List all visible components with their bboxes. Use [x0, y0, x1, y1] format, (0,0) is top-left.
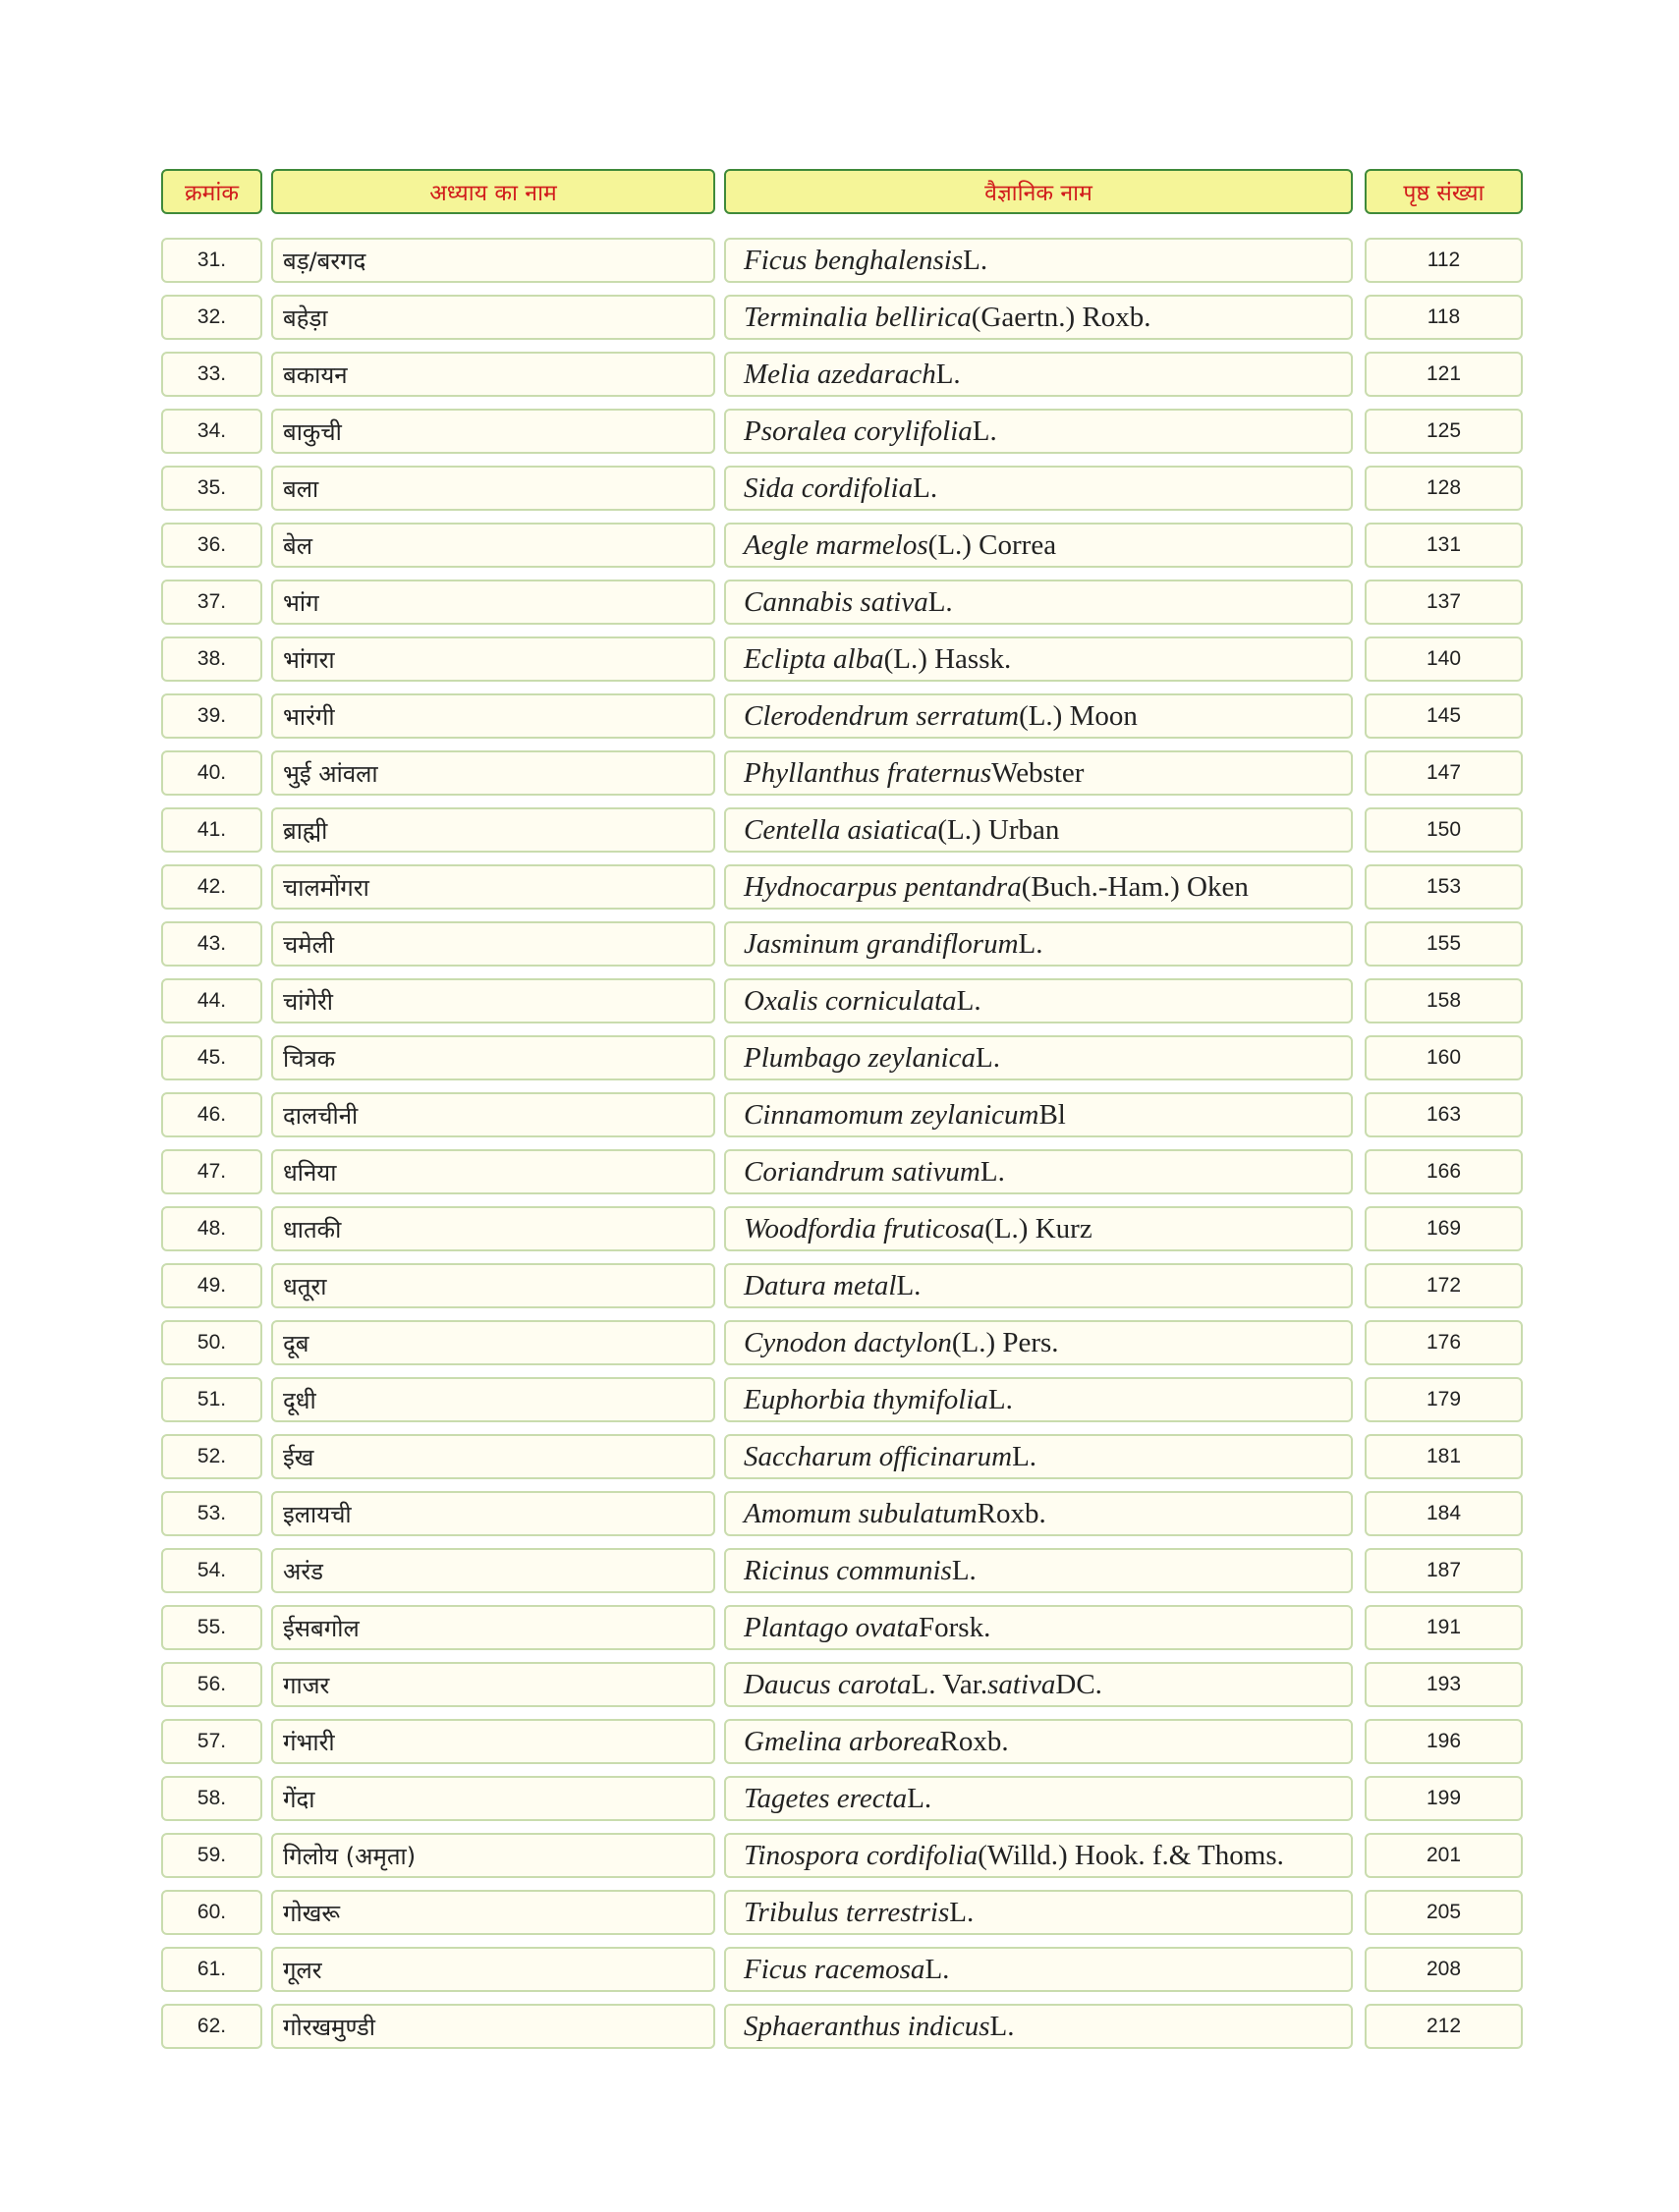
page-number: 166	[1365, 1149, 1523, 1194]
scientific-name-author: (L.) Moon	[1019, 699, 1138, 732]
page-number: 145	[1365, 693, 1523, 739]
chapter-name: भांग	[271, 580, 715, 625]
chapter-name: भुई आंवला	[271, 750, 715, 796]
page-number: 176	[1365, 1320, 1523, 1365]
scientific-name-author: (L.) Hassk.	[883, 642, 1012, 675]
scientific-name-author: L.	[979, 1155, 1005, 1188]
scientific-name-author: (L.) Pers.	[951, 1326, 1059, 1358]
scientific-name	[724, 1662, 1353, 1707]
page-number: 163	[1365, 1092, 1523, 1137]
scientific-name-author: L.	[927, 585, 953, 618]
chapter-name: अरंड	[271, 1548, 715, 1593]
table-row	[161, 523, 1523, 568]
chapter-name: ईसबगोल	[271, 1605, 715, 1650]
serial-number: 42.	[161, 864, 262, 910]
scientific-name-author: L.	[963, 244, 988, 276]
scientific-name-italic: Eclipta alba	[744, 642, 884, 675]
page-number: 158	[1365, 978, 1523, 1023]
scientific-name-italic: Tagetes erecta	[744, 1782, 908, 1814]
scientific-name	[724, 1206, 1353, 1251]
scientific-name	[724, 1491, 1353, 1536]
scientific-name-author: L.	[1012, 1440, 1037, 1472]
table-row	[161, 1092, 1523, 1137]
scientific-name-author: L.	[935, 358, 961, 390]
chapter-name: धातकी	[271, 1206, 715, 1251]
table-row	[161, 1206, 1523, 1251]
page-number: 181	[1365, 1434, 1523, 1479]
table-row	[161, 238, 1523, 283]
table-row	[161, 864, 1523, 910]
page-number: 196	[1365, 1719, 1523, 1764]
page-number: 169	[1365, 1206, 1523, 1251]
serial-number: 33.	[161, 352, 262, 397]
serial-number: 58.	[161, 1776, 262, 1821]
table-row	[161, 466, 1523, 511]
scientific-name	[724, 295, 1353, 340]
chapter-name: ब्राह्मी	[271, 807, 715, 853]
chapter-name: गोरखमुण्डी	[271, 2004, 715, 2049]
chapter-name-header: अध्याय का नाम	[271, 169, 715, 214]
page-number: 147	[1365, 750, 1523, 796]
scientific-name-italic: Tinospora cordifolia	[744, 1839, 979, 1871]
table-row	[161, 1605, 1523, 1650]
chapter-name: भांगरा	[271, 636, 715, 682]
scientific-name-author: (L.) Kurz	[984, 1212, 1092, 1244]
scientific-name-italic: Ricinus communis	[744, 1554, 952, 1586]
serial-number: 41.	[161, 807, 262, 853]
scientific-name	[724, 352, 1353, 397]
table-row	[161, 921, 1523, 967]
scientific-name	[724, 921, 1353, 967]
scientific-name-header: वैज्ञानिक नाम	[724, 169, 1353, 214]
serial-number: 44.	[161, 978, 262, 1023]
serial-number: 53.	[161, 1491, 262, 1536]
scientific-name-italic: Tribulus terrestris	[744, 1896, 950, 1928]
chapter-name: ईख	[271, 1434, 715, 1479]
page-number: 150	[1365, 807, 1523, 853]
scientific-name-italic: Euphorbia thymifolia	[744, 1383, 988, 1415]
scientific-name-italic: Plantago ovata	[744, 1611, 920, 1643]
page-number: 153	[1365, 864, 1523, 910]
scientific-name-italic: Saccharum officinarum	[744, 1440, 1013, 1472]
scientific-name-italic: Oxalis corniculata	[744, 984, 957, 1017]
scientific-name	[724, 1719, 1353, 1764]
scientific-name-author: (L.) Correa	[927, 528, 1057, 561]
scientific-name-author: L. Var.	[911, 1668, 988, 1700]
table-row	[161, 750, 1523, 796]
scientific-name-author: L.	[956, 984, 981, 1017]
page-number: 191	[1365, 1605, 1523, 1650]
scientific-name	[724, 864, 1353, 910]
scientific-name	[724, 1263, 1353, 1308]
scientific-name-author: (L.) Urban	[937, 813, 1060, 846]
serial-number: 48.	[161, 1206, 262, 1251]
scientific-name	[724, 693, 1353, 739]
table-row	[161, 1833, 1523, 1878]
scientific-name-italic: Phyllanthus fraternus	[744, 756, 992, 789]
serial-number: 34.	[161, 409, 262, 454]
chapter-name: बाकुची	[271, 409, 715, 454]
scientific-name-author: L.	[972, 415, 997, 447]
page-number: 205	[1365, 1890, 1523, 1935]
table-row	[161, 1890, 1523, 1935]
serial-number: 38.	[161, 636, 262, 682]
scientific-name-italic: Psoralea corylifolia	[744, 415, 973, 447]
scientific-name-author: L.	[951, 1554, 977, 1586]
chapter-name: बला	[271, 466, 715, 511]
page-number: 118	[1365, 295, 1523, 340]
scientific-name-author: (Willd.) Hook. f.& Thoms.	[978, 1839, 1284, 1871]
table-row	[161, 1377, 1523, 1422]
serial-number: 54.	[161, 1548, 262, 1593]
scientific-name-italic: Coriandrum sativum	[744, 1155, 980, 1188]
page-number: 137	[1365, 580, 1523, 625]
scientific-name-author: Bl	[1038, 1098, 1066, 1131]
scientific-name	[724, 466, 1353, 511]
scientific-name-author: L.	[987, 1383, 1013, 1415]
serial-number: 51.	[161, 1377, 262, 1422]
page-number: 140	[1365, 636, 1523, 682]
table-row	[161, 580, 1523, 625]
serial-number: 49.	[161, 1263, 262, 1308]
scientific-name	[724, 750, 1353, 796]
scientific-name-italic: Centella asiatica	[744, 813, 938, 846]
scientific-name-author: (Gaertn.) Roxb.	[971, 301, 1151, 333]
scientific-name	[724, 1434, 1353, 1479]
serial-number: 59.	[161, 1833, 262, 1878]
chapter-name: चित्रक	[271, 1035, 715, 1080]
scientific-name-italic: Hydnocarpus pentandra	[744, 870, 1022, 903]
scientific-name-italic: Cynodon dactylon	[744, 1326, 952, 1358]
table-row	[161, 978, 1523, 1023]
scientific-name	[724, 409, 1353, 454]
table-header	[161, 169, 1523, 214]
serial-number: 39.	[161, 693, 262, 739]
chapter-name: गिलोय (अमृता)	[271, 1833, 715, 1878]
scientific-name-author: L.	[913, 471, 938, 504]
chapter-name: गूलर	[271, 1947, 715, 1992]
scientific-name	[724, 2004, 1353, 2049]
page-number: 212	[1365, 2004, 1523, 2049]
scientific-name	[724, 1149, 1353, 1194]
page-number: 179	[1365, 1377, 1523, 1422]
table-row	[161, 807, 1523, 853]
scientific-name-italic: Datura metal	[744, 1269, 897, 1301]
scientific-name	[724, 1548, 1353, 1593]
scientific-name-italic: Ficus benghalensis	[744, 244, 964, 276]
scientific-name	[724, 1035, 1353, 1080]
scientific-name	[724, 1776, 1353, 1821]
chapter-name: चालमोंगरा	[271, 864, 715, 910]
chapter-name: गाजर	[271, 1662, 715, 1707]
page-number-header: पृष्ठ संख्या	[1365, 169, 1523, 214]
scientific-name	[724, 1947, 1353, 1992]
chapter-name: धतूरा	[271, 1263, 715, 1308]
scientific-name	[724, 238, 1353, 283]
scientific-name-italic: Daucus carota	[744, 1668, 912, 1700]
scientific-name-author: (Buch.-Ham.) Oken	[1021, 870, 1249, 903]
table-row	[161, 1320, 1523, 1365]
serial-number: 43.	[161, 921, 262, 967]
serial-number: 61.	[161, 1947, 262, 1992]
page-number: 199	[1365, 1776, 1523, 1821]
scientific-name	[724, 580, 1353, 625]
scientific-name-author: Roxb.	[977, 1497, 1046, 1529]
scientific-name-italic: Woodfordia fruticosa	[744, 1212, 985, 1244]
chapter-name: गेंदा	[271, 1776, 715, 1821]
serial-number: 50.	[161, 1320, 262, 1365]
scientific-name-italic: Cinnamomum zeylanicum	[744, 1098, 1039, 1131]
scientific-name-italic: Gmelina arborea	[744, 1725, 940, 1757]
scientific-name	[724, 1890, 1353, 1935]
serial-number: 56.	[161, 1662, 262, 1707]
chapter-name: चमेली	[271, 921, 715, 967]
scientific-name-italic: Plumbago zeylanica	[744, 1041, 976, 1074]
scientific-name-italic: Jasminum grandiflorum	[744, 927, 1019, 960]
serial-number: 46.	[161, 1092, 262, 1137]
plant-index-table	[161, 169, 1523, 2061]
chapter-name: धनिया	[271, 1149, 715, 1194]
scientific-name-italic: Sphaeranthus indicus	[744, 2010, 990, 2042]
scientific-name	[724, 807, 1353, 853]
table-row	[161, 1719, 1523, 1764]
scientific-name-italic: sativa	[987, 1668, 1056, 1700]
scientific-name	[724, 1320, 1353, 1365]
serial-number: 60.	[161, 1890, 262, 1935]
chapter-name: बहेड़ा	[271, 295, 715, 340]
scientific-name-author: L.	[949, 1896, 975, 1928]
chapter-name: दालचीनी	[271, 1092, 715, 1137]
table-row	[161, 1662, 1523, 1707]
scientific-name-italic: Clerodendrum serratum	[744, 699, 1020, 732]
scientific-name-author: Forsk.	[919, 1611, 991, 1643]
scientific-name	[724, 636, 1353, 682]
table-row	[161, 636, 1523, 682]
serial-number: 37.	[161, 580, 262, 625]
table-row	[161, 1434, 1523, 1479]
serial-number: 47.	[161, 1149, 262, 1194]
serial-number: 62.	[161, 2004, 262, 2049]
page-number: 128	[1365, 466, 1523, 511]
table-row	[161, 1035, 1523, 1080]
scientific-name-author: L.	[1018, 927, 1043, 960]
scientific-name-italic: Terminalia bellirica	[744, 301, 972, 333]
scientific-name-author: DC.	[1055, 1668, 1102, 1700]
scientific-name-author: Roxb.	[939, 1725, 1009, 1757]
scientific-name	[724, 978, 1353, 1023]
scientific-name-italic: Ficus racemosa	[744, 1953, 925, 1985]
serial-number: 52.	[161, 1434, 262, 1479]
serial-header: क्रमांक	[161, 169, 262, 214]
serial-number: 45.	[161, 1035, 262, 1080]
scientific-name-italic: Cannabis sativa	[744, 585, 928, 618]
scientific-name-author: L.	[989, 2010, 1015, 2042]
table-row	[161, 409, 1523, 454]
serial-number: 35.	[161, 466, 262, 511]
page-number: 155	[1365, 921, 1523, 967]
page-number: 184	[1365, 1491, 1523, 1536]
page-number: 121	[1365, 352, 1523, 397]
chapter-name: इलायची	[271, 1491, 715, 1536]
serial-number: 32.	[161, 295, 262, 340]
scientific-name	[724, 1833, 1353, 1878]
chapter-name: चांगेरी	[271, 978, 715, 1023]
page-number: 160	[1365, 1035, 1523, 1080]
table-row	[161, 1491, 1523, 1536]
serial-number: 36.	[161, 523, 262, 568]
table-row	[161, 693, 1523, 739]
scientific-name-italic: Melia azedarach	[744, 358, 936, 390]
table-row	[161, 1947, 1523, 1992]
table-row	[161, 1149, 1523, 1194]
serial-number: 55.	[161, 1605, 262, 1650]
chapter-name: बकायन	[271, 352, 715, 397]
page-number: 172	[1365, 1263, 1523, 1308]
chapter-name: बेल	[271, 523, 715, 568]
chapter-name: गोखरू	[271, 1890, 715, 1935]
table-row	[161, 1548, 1523, 1593]
table-row	[161, 2004, 1523, 2049]
page-number: 125	[1365, 409, 1523, 454]
table-row	[161, 1263, 1523, 1308]
scientific-name	[724, 1092, 1353, 1137]
scientific-name-italic: Sida cordifolia	[744, 471, 914, 504]
chapter-name: भारंगी	[271, 693, 715, 739]
scientific-name-author: Webster	[991, 756, 1085, 789]
scientific-name-author: L.	[896, 1269, 922, 1301]
page-number: 208	[1365, 1947, 1523, 1992]
table-body	[161, 238, 1523, 2049]
page-number: 201	[1365, 1833, 1523, 1878]
scientific-name-author: L.	[907, 1782, 932, 1814]
serial-number: 57.	[161, 1719, 262, 1764]
scientific-name-author: L.	[975, 1041, 1000, 1074]
chapter-name: दूधी	[271, 1377, 715, 1422]
scientific-name-author: L.	[924, 1953, 950, 1985]
page-number: 112	[1365, 238, 1523, 283]
table-row	[161, 295, 1523, 340]
serial-number: 40.	[161, 750, 262, 796]
page-number: 193	[1365, 1662, 1523, 1707]
chapter-name: बड़/बरगद	[271, 238, 715, 283]
table-row	[161, 1776, 1523, 1821]
scientific-name	[724, 1605, 1353, 1650]
table-row	[161, 352, 1523, 397]
page-number: 131	[1365, 523, 1523, 568]
scientific-name-italic: Aegle marmelos	[744, 528, 928, 561]
chapter-name: दूब	[271, 1320, 715, 1365]
page-number: 187	[1365, 1548, 1523, 1593]
chapter-name: गंभारी	[271, 1719, 715, 1764]
scientific-name-italic: Amomum subulatum	[744, 1497, 978, 1529]
scientific-name	[724, 1377, 1353, 1422]
serial-number: 31.	[161, 238, 262, 283]
scientific-name	[724, 523, 1353, 568]
